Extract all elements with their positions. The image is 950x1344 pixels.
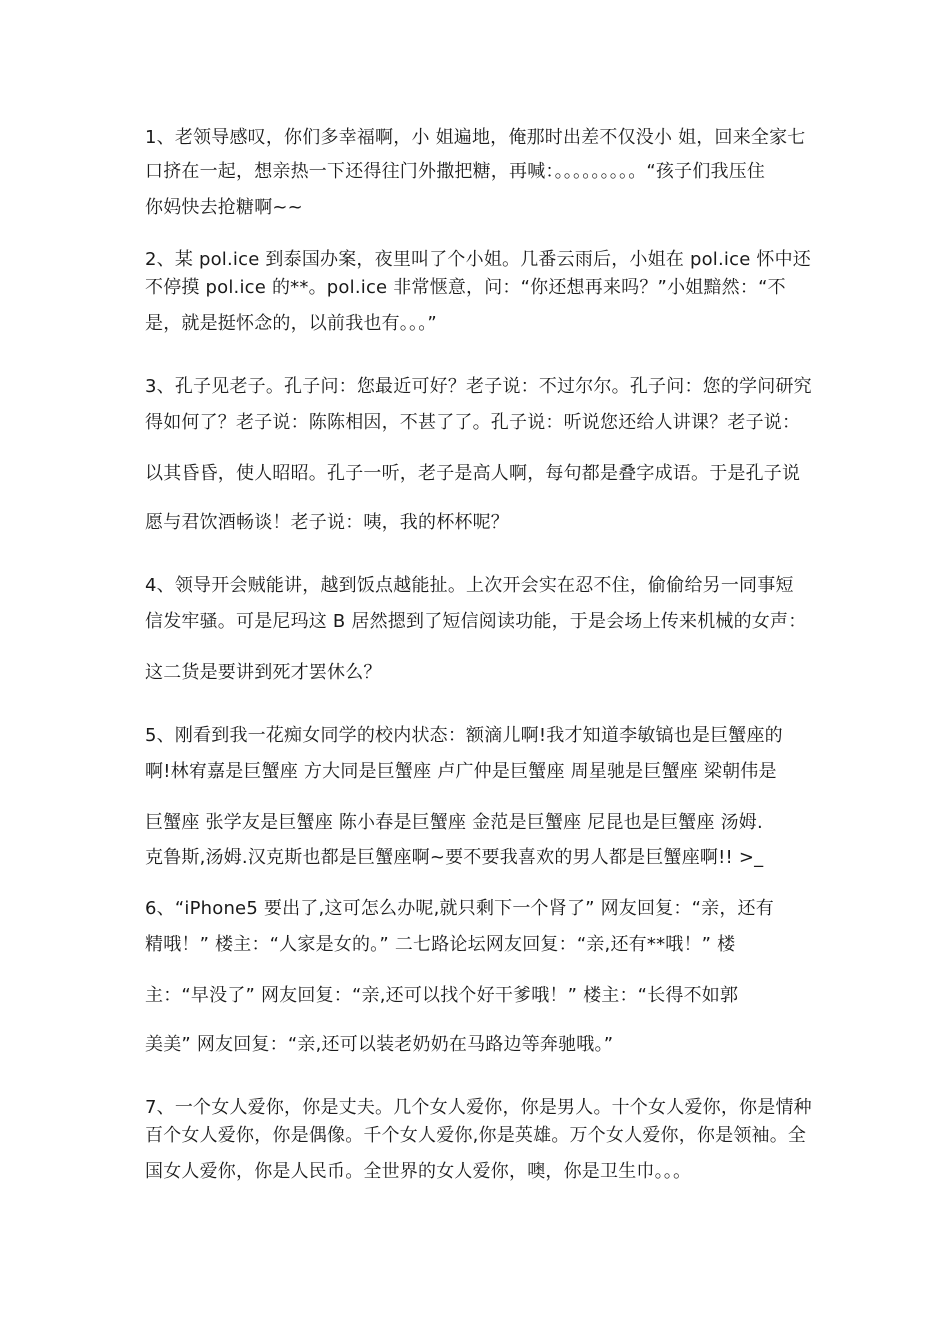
- joke-3-line-2: 得如何了？老子说：陈陈相因，不甚了了。孔子说：听说您还给人讲课？老子说：: [145, 412, 801, 433]
- joke-2-line-3: 是，就是挺怀念的，以前我也有。。。”: [145, 313, 437, 334]
- joke-6-line-2: 精哦！” 楼主：“人家是女的。” 二七路论坛网友回复：“亲,还有**哦！” 楼: [145, 934, 736, 955]
- joke-5-line-2: 啊!林宥嘉是巨蟹座 方大同是巨蟹座 卢广仲是巨蟹座 周星驰是巨蟹座 梁朝伟是: [145, 761, 777, 782]
- joke-1-line-3: 你妈快去抢糖啊~~: [145, 197, 303, 218]
- joke-6-line-3: 主：“早没了” 网友回复：“亲,还可以找个好干爹哦！” 楼主：“长得不如郭: [145, 985, 739, 1006]
- joke-3-line-3: 以其昏昏，使人昭昭。孔子一听，老子是高人啊，每句都是叠字成语。于是孔子说: [145, 463, 801, 484]
- joke-5-line-3: 巨蟹座 张学友是巨蟹座 陈小春是巨蟹座 金范是巨蟹座 尼昆也是巨蟹座 汤姆.: [145, 812, 763, 833]
- joke-4-line-3: 这二货是要讲到死才罢休么？: [145, 662, 382, 683]
- joke-6-line-1: 6、“iPhone5 要出了,这可怎么办呢,就只剩下一个肾了” 网友回复：“亲，还有: [145, 898, 774, 919]
- joke-1-line-1: 1、老领导感叹，你们多幸福啊，小 姐遍地，俺那时出差不仅没小 姐，回来全家七: [145, 127, 806, 148]
- joke-4-line-1: 4、领导开会贼能讲，越到饭点越能扯。上次开会实在忍不住，偷偷给另一同事短: [145, 575, 794, 596]
- joke-7-line-3: 国女人爱你，你是人民币。全世界的女人爱你，噢，你是卫生巾。。。: [145, 1161, 692, 1182]
- joke-3-line-4: 愿与君饮酒畅谈！老子说：咦，我的杯杯呢？: [145, 512, 509, 533]
- joke-1-line-2: 口挤在一起，想亲热一下还得往门外撒把糖，再喊：。。。。。。。。。“孩子们我压住: [145, 161, 766, 182]
- joke-6-line-4: 美美” 网友回复：“亲,还可以装老奶奶在马路边等奔驰哦。”: [145, 1034, 614, 1055]
- joke-7-line-1: 7、一个女人爱你，你是丈夫。几个女人爱你，你是男人。十个女人爱你，你是情种: [145, 1097, 812, 1118]
- joke-4-line-2: 信发牢骚。可是尼玛这 B 居然摁到了短信阅读功能，于是会场上传来机械的女声：: [145, 611, 807, 632]
- joke-2-line-1: 2、某 pol.ice 到泰国办案，夜里叫了个小姐。几番云雨后，小姐在 pol.ice 怀中还: [145, 249, 812, 270]
- joke-3-line-1: 3、孔子见老子。孔子问：您最近可好？老子说：不过尔尔。孔子问：您的学问研究: [145, 376, 812, 397]
- joke-2-line-2: 不停摸 pol.ice 的**。pol.ice 非常惬意，问：“你还想再来吗？”小姐黯然：“不: [145, 277, 786, 298]
- joke-7-line-2: 百个女人爱你，你是偶像。千个女人爱你,你是英雄。万个女人爱你，你是领袖。全: [145, 1125, 807, 1146]
- joke-5-line-4: 克鲁斯,汤姆.汉克斯也都是巨蟹座啊~要不要我喜欢的男人都是巨蟹座啊!! >_: [145, 847, 764, 868]
- joke-5-line-1: 5、刚看到我一花痴女同学的校内状态：额滴儿啊!我才知道李敏镐也是巨蟹座的: [145, 725, 783, 746]
